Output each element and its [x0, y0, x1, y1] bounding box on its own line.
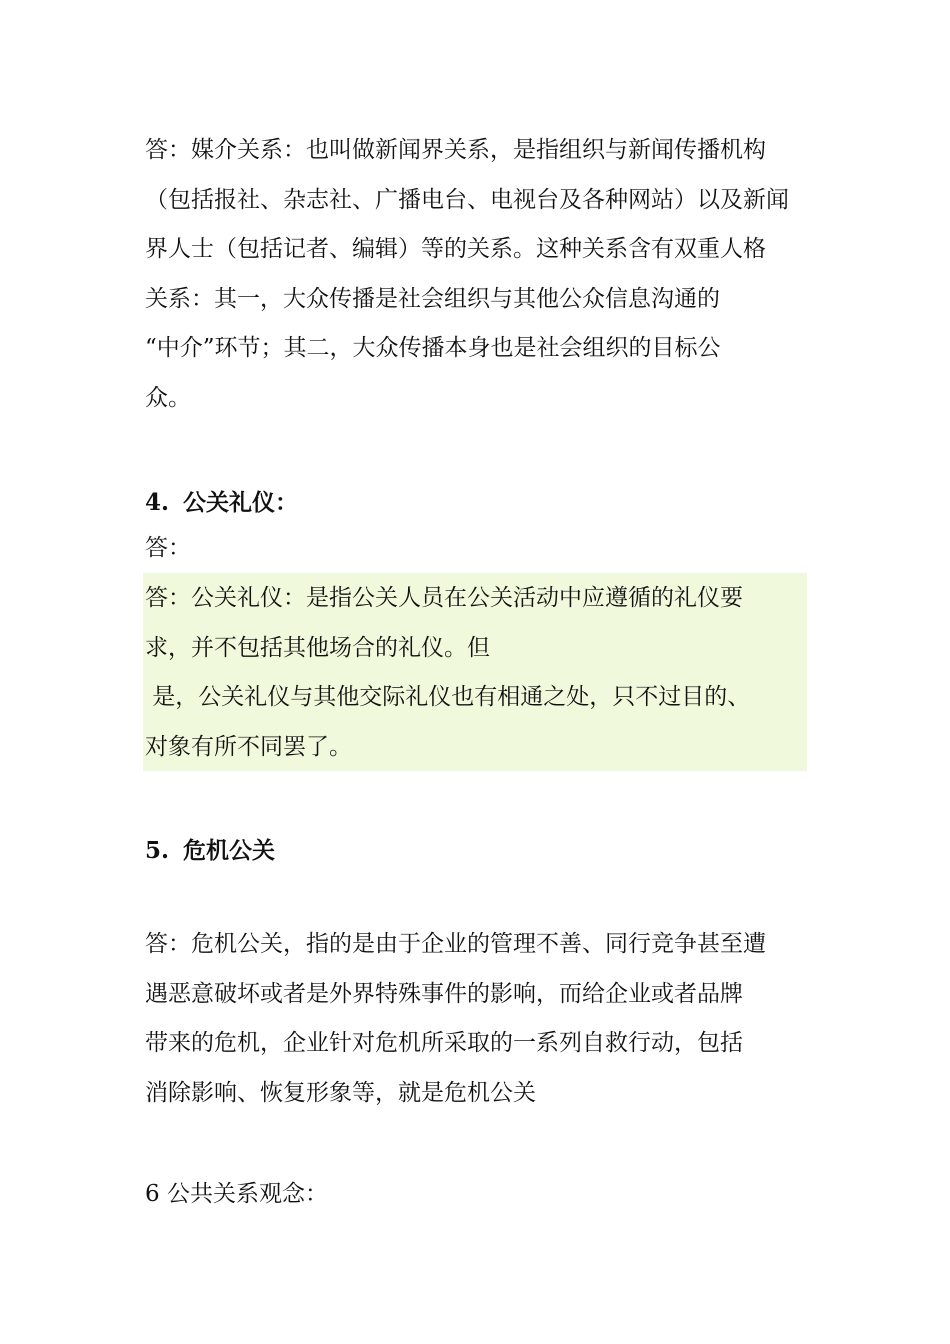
text-line: 求，并不包括其他场合的礼仪。但 [145, 634, 490, 661]
text-line: 消除影响、恢复形象等，就是危机公关 [145, 1079, 536, 1106]
text-line: 众。 [145, 384, 191, 411]
text-line: 带来的危机，企业针对危机所采取的一系列自救行动，包括 [145, 1030, 743, 1056]
text-line: 关系：其一，大众传播是社会组织与其他公众信息沟通的 [145, 285, 720, 312]
section-title: 危机公关 [183, 837, 275, 864]
section-title: 6 公共关系观念： [145, 1181, 328, 1207]
text-line: 答： [145, 535, 191, 561]
section-6-heading [145, 1170, 807, 1220]
text-line: （包括报社、杂志社、广播电台、电视台及各种网站）以及新闻 [145, 186, 789, 213]
section-number: 5. [145, 837, 170, 864]
section-4-answer-prefix [145, 524, 807, 574]
section-5-answer [145, 920, 807, 1118]
section-title: 公关礼仪： [183, 489, 298, 516]
text-line: 答：公关礼仪：是指公关人员在公关活动中应遵循的礼仪要 [145, 585, 743, 611]
text-line: 答：媒介关系：也叫做新闻界关系，是指组织与新闻传播机构 [145, 137, 766, 163]
section-4-heading [145, 484, 298, 517]
text-line: 对象有所不同罢了。 [145, 733, 352, 760]
text-line: “中介”环节；其二，大众传播本身也是社会组织的目标公 [145, 335, 721, 361]
section-number: 4. [145, 489, 170, 516]
text-line: 是，公关礼仪与其他交际礼仪也有相通之处，只不过目的、 [145, 684, 751, 710]
text-line: 界人士（包括记者、编辑）等的关系。这种关系含有双重人格 [145, 236, 766, 262]
text-line: 遇恶意破坏或者是外界特殊事件的影响，而给企业或者品牌 [145, 980, 743, 1007]
section-5-heading [145, 832, 275, 865]
section-4-answer [145, 574, 807, 772]
text-line: 答：危机公关，指的是由于企业的管理不善、同行竞争甚至遭 [145, 931, 766, 957]
media-relations-answer [145, 126, 807, 423]
